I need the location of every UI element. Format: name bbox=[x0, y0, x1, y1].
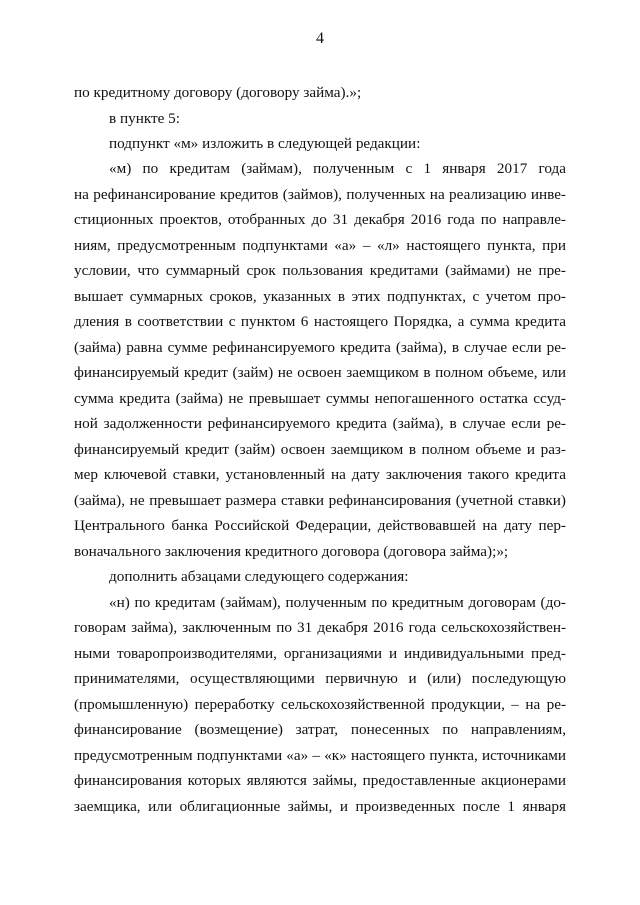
text-line: условии, что суммарный срок пользования кредитами (займами) не пре- bbox=[74, 262, 566, 279]
text-line: ными товаропроизводителями, организациями и индивидуальными пред- bbox=[74, 645, 566, 662]
text-line: подпункт «м» изложить в следующей редакции: bbox=[109, 135, 421, 152]
text-line: (займа) равна сумме рефинансируемого кредита (займа), в случае если ре- bbox=[74, 339, 566, 356]
text-line: финансируемый кредит (займ) не освоен заемщиком в полном объеме, или bbox=[74, 364, 566, 381]
page-number: 4 bbox=[316, 30, 324, 47]
text-line: в пункте 5: bbox=[109, 110, 180, 127]
text-line: принимателями, осуществляющими первичную и (или) последующую bbox=[74, 670, 566, 687]
text-line: мер ключевой ставки, установленный на дату заключения такого кредита bbox=[74, 466, 566, 483]
text-line: стиционных проектов, отобранных до 31 декабря 2016 года по направле- bbox=[74, 211, 566, 228]
text-line: «м) по кредитам (займам), полученным с 1 января 2017 года bbox=[109, 160, 566, 177]
text-line: финансирования которых являются займы, предоставленные акционерами bbox=[74, 772, 566, 789]
text-line: воначального заключения кредитного договора (договора займа);»; bbox=[74, 543, 509, 560]
text-line: говорам займа), заключенным по 31 декабря 2016 года сельскохозяйствен- bbox=[74, 619, 566, 636]
text-line: дления в соответствии с пунктом 6 настоящего Порядка, а сумма кредита bbox=[74, 313, 566, 330]
text-line: дополнить абзацами следующего содержания: bbox=[109, 568, 409, 585]
text-line: сумма кредита (займа) не превышает суммы непогашенного остатка ссуд- bbox=[74, 390, 566, 407]
text-line: (займа), не превышает размера ставки рефинансирования (учетной ставки) bbox=[74, 492, 566, 509]
text-line: «н) по кредитам (займам), полученным по кредитным договорам (до- bbox=[109, 594, 566, 611]
text-line: вышает суммарных сроков, указанных в этих подпунктах, с учетом про- bbox=[74, 288, 566, 305]
text-line: ной задолженности рефинансируемого кредита (займа), в случае если ре- bbox=[74, 415, 566, 432]
text-line: заемщика, или облигационные займы, и произведенных после 1 января bbox=[74, 798, 566, 815]
text-line: финансирование (возмещение) затрат, понесенных по направлениям, bbox=[74, 721, 566, 738]
text-line: ниям, предусмотренным подпунктами «а» – «л» настоящего пункта, при bbox=[74, 237, 566, 254]
text-line: по кредитному договору (договору займа).»; bbox=[74, 84, 362, 101]
text-line: Центрального банка Российской Федерации, действовавшей на дату пер- bbox=[74, 517, 566, 534]
text-line: предусмотренным подпунктами «а» – «к» настоящего пункта, источниками bbox=[74, 747, 566, 764]
text-line: на рефинансирование кредитов (займов), полученных на реализацию инве- bbox=[74, 186, 566, 203]
text-line: финансируемый кредит (займ) освоен заемщиком в полном объеме и раз- bbox=[74, 441, 566, 458]
text-line: (промышленную) переработку сельскохозяйственной продукции, – на ре- bbox=[74, 696, 566, 713]
